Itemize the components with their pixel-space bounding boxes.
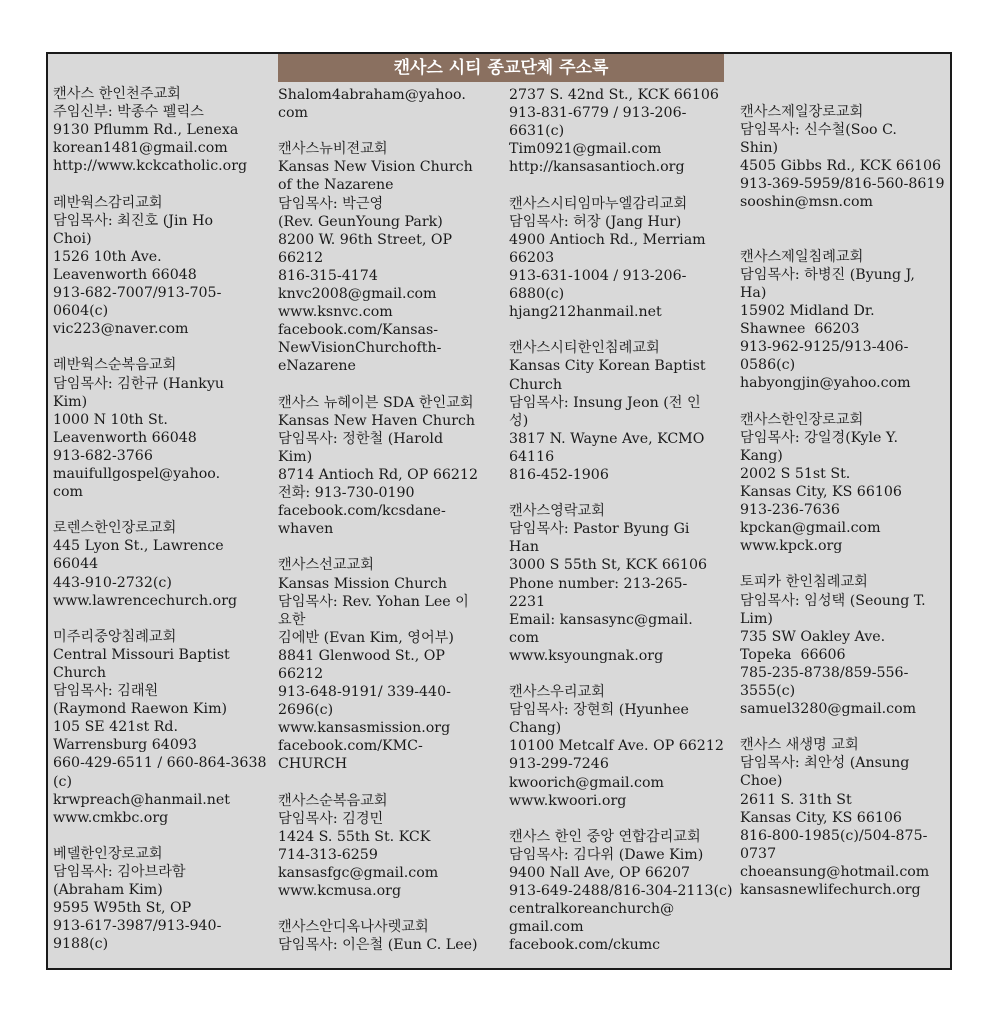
entry-line: Lim) [740, 610, 773, 627]
entry-line: Kansas City Korean Baptist [509, 358, 706, 375]
entry-line: 3817 N. Wayne Ave, KCMO [509, 430, 705, 447]
column-2 [278, 86, 506, 973]
entry-line: 816-800-1985(c)/504-875- [740, 827, 928, 844]
entry-line: Email: kansasync@gmail. [509, 611, 693, 628]
entry-line: 913-648-9191/ 339-440- [278, 684, 451, 701]
entry-line: 주임신부: 박종수 펠릭스 [53, 104, 204, 121]
entry-line: 4505 Gibbs Rd., KCK 66106 [740, 158, 942, 175]
entry-line: eNazarene [278, 358, 356, 375]
entry-name [740, 230, 968, 248]
entry-line: Kansas Mission Church [278, 575, 448, 592]
entry-line: 735 SW Oakley Ave. [740, 628, 886, 645]
entry-line: 담임목사: 김아브라함 [53, 864, 186, 881]
entry-line: (Rev. GeunYoung Park) [278, 213, 443, 230]
entry-line: 담임목사: 임성택 (Seoung T. [740, 592, 926, 609]
entry-line: 913-682-7007/913-705- [53, 285, 222, 302]
column-1 [53, 85, 281, 972]
entry-line: Kansas City, KS 66106 [740, 809, 902, 826]
entry-line: 785-235-8738/859-556- [740, 664, 909, 681]
entry-line: 2002 S 51st St. [740, 465, 851, 482]
entry-line: 담임목사: 최안성 (Ansung [740, 755, 910, 772]
entry-line: 2696(c) [278, 702, 334, 719]
entry-line: facebook.com/kcsdane- [278, 503, 446, 520]
entry-line: CHURCH [278, 756, 348, 773]
entry-line: samuel3280@gmail.com [740, 701, 917, 718]
entry-line: 0586(c) [740, 357, 796, 374]
directory-entry [278, 86, 506, 122]
directory-entry [509, 502, 737, 665]
entry-line: facebook.com/ckumc [509, 937, 661, 954]
entry-line: mauifullgospel@yahoo. [53, 465, 221, 482]
directory-entry [740, 573, 968, 718]
entry-line: www.kansasmission.org [278, 720, 451, 737]
entry-line: Ha) [740, 284, 767, 301]
entry-line: 105 SE 421st Rd. [53, 719, 179, 736]
entry-line: 66212 [278, 249, 324, 266]
entry-line: 15902 Midland Dr. [740, 303, 875, 320]
entry-line: com [53, 484, 83, 501]
entry-line: Han [509, 539, 539, 556]
entry-name: 캔사스뉴비젼교회 [278, 141, 388, 158]
directory-entry [740, 230, 968, 393]
directory-entry [740, 103, 968, 212]
entry-line: 3000 S 55th St, KCK 66106 [509, 557, 708, 574]
directory-entry [278, 140, 506, 375]
entry-line: (Abraham Kim) [53, 882, 163, 899]
entry-line: 담임목사: 김한규 (Hankyu [53, 375, 224, 392]
entry-line: gmail.com [509, 919, 584, 936]
entry-line: www.ksyoungnak.org [509, 647, 664, 664]
entry-line: 담임목사: Pastor Byung Gi [509, 521, 690, 538]
entry-line: 담임목사: 신수철(Soo C. [740, 122, 897, 139]
entry-line: 캔사스제일침례교회 [740, 248, 864, 265]
entry-name: 캔사스시티임마누엘감리교회 [509, 195, 688, 212]
entry-line: Choe) [740, 773, 783, 790]
entry-line: Shawnee 66203 [740, 321, 860, 338]
entry-name: Shalom4abraham@yahoo. [278, 87, 466, 103]
entry-line: vic223@naver.com [53, 321, 189, 338]
entry-name: 캔사스시티한인침례교회 [509, 340, 660, 357]
entry-line: kansasfgc@gmail.com [278, 865, 439, 882]
entry-line: 913-236-7636 [740, 502, 840, 519]
entry-name: 2737 S. 42nd St., KCK 66106 [509, 87, 719, 103]
entry-line: 담임목사: 김다위 (Dawe Kim) [509, 846, 704, 863]
entry-line: 담임목사: 장현희 (Hyunhee [509, 702, 689, 719]
entry-line: 담임목사: Insung Jeon (전 인 [509, 394, 701, 411]
entry-line: www.lawrencechurch.org [53, 592, 238, 609]
entry-line: com [509, 629, 539, 646]
entry-line: Chang) [509, 720, 562, 737]
column-3 [509, 86, 737, 973]
entry-name: 캔사스제일장로교회 [740, 104, 864, 120]
entry-line: facebook.com/Kansas- [278, 322, 439, 339]
directory-entry [53, 845, 281, 954]
entry-line: (Raymond Raewon Kim) [53, 701, 228, 718]
entry-line: 담임목사: 김경민 [278, 810, 384, 827]
entry-name: 캔사스 새생명 교회 [740, 737, 859, 754]
entry-line: 2231 [509, 593, 546, 610]
entry-name: 캔사스한인장로교회 [740, 411, 864, 428]
entry-line: 담임목사: 이은철 (Eun C. Lee) [278, 937, 478, 954]
entry-line: www.kpck.org [740, 538, 843, 555]
entry-line: www.ksnvc.com [278, 304, 393, 321]
entry-line: 913-962-9125/913-406- [740, 339, 909, 356]
entry-line: 816-315-4174 [278, 267, 378, 284]
entry-line: Central Missouri Baptist [53, 646, 230, 663]
entry-line: 66203 [509, 249, 555, 266]
entry-name: 캔사스 뉴헤이븐 SDA 한인교회 [278, 394, 474, 411]
entry-line: 담임목사: 최진호 (Jin Ho [53, 212, 214, 229]
entry-line: kwoorich@gmail.com [509, 774, 664, 791]
entry-name: 캔사스영락교회 [509, 503, 605, 520]
entry-line: of the Nazarene [278, 177, 394, 194]
entry-name: 베델한인장로교회 [53, 845, 163, 862]
entry-line: 2611 S. 31th St [740, 791, 852, 808]
entry-line: 9188(c) [53, 936, 109, 953]
entry-name: 캔사스안디옥나사렛교회 [278, 919, 429, 936]
entry-line: facebook.com/KMC- [278, 738, 423, 755]
entry-line: 8841 Glenwood St., OP [278, 647, 445, 664]
entry-name: 캔사스순복음교회 [278, 792, 388, 809]
entry-line: Phone number: 213-265- [509, 575, 688, 592]
entry-line: Kansas City, KS 66106 [740, 483, 902, 500]
entry-line: 성) [509, 412, 529, 429]
entry-name: 캔사스 한인 중앙 연합감리교회 [509, 828, 701, 845]
entry-line: 445 Lyon St., Lawrence [53, 538, 224, 555]
entry-line: kpckan@gmail.com [740, 520, 881, 537]
entry-line: 66044 [53, 556, 99, 573]
entry-line: 담임목사: Rev. Yohan Lee 이 [278, 593, 469, 610]
entry-line: 8714 Antioch Rd, OP 66212 [278, 466, 478, 483]
directory-entry [509, 828, 737, 955]
entry-line: habyongjin@yahoo.com [740, 375, 911, 392]
entry-line: 913-617-3987/913-940- [53, 918, 222, 935]
directory-entry [509, 195, 737, 322]
entry-line: 913-369-5959/816-560-8619 [740, 176, 945, 193]
directory-entry [740, 736, 968, 899]
entry-line: Warrensburg 64093 [53, 737, 197, 754]
entry-name: 미주리중앙침례교회 [53, 628, 177, 645]
entry-line: 10100 Metcalf Ave. OP 66212 [509, 738, 724, 755]
directory-entry [53, 628, 281, 827]
entry-line: 1000 N 10th St. [53, 411, 168, 428]
directory-entry [278, 556, 506, 773]
entry-line: Kansas New Vision Church [278, 159, 473, 176]
entry-line: Kim) [53, 393, 88, 410]
entry-line: 담임목사: 김래원 [53, 683, 159, 700]
directory-entry [278, 792, 506, 901]
entry-line: centralkoreanchurch@ [509, 901, 675, 918]
entry-line: 담임목사: 하병진 (Byung J, [740, 266, 915, 283]
directory-entry [53, 194, 281, 339]
entry-line: (c) [53, 773, 73, 790]
entry-name: 캔사스우리교회 [509, 684, 605, 701]
entry-line: 660-429-6511 / 660-864-3638 [53, 755, 267, 772]
entry-line: Tim0921@gmail.com [509, 141, 662, 158]
entry-line: 담임목사: 허장 (Jang Hur) [509, 213, 682, 230]
entry-line: 전화: 913-730-0190 [278, 485, 415, 502]
entry-line: Choi) [53, 230, 92, 247]
entry-line: 4900 Antioch Rd., Merriam [509, 231, 706, 248]
directory-frame [46, 52, 952, 970]
entry-line: NewVisionChurchofth- [278, 340, 442, 357]
entry-line: knvc2008@gmail.com [278, 286, 437, 303]
entry-line: Kansas New Haven Church [278, 412, 476, 429]
entry-line: sooshin@msn.com [740, 194, 873, 211]
column-4 [740, 103, 968, 917]
entry-line: kansasnewlifechurch.org [740, 882, 921, 899]
entry-name: 레반웍스감리교회 [53, 194, 163, 211]
entry-line: Church [53, 665, 106, 681]
entry-name: 로렌스한인장로교회 [53, 520, 177, 537]
entry-line: 913-649-2488/816-304-2113(c) [509, 883, 733, 900]
entry-line: 443-910-2732(c) [53, 574, 172, 591]
directory-entry [278, 918, 506, 954]
entry-line: 913-831-6779 / 913-206- [509, 105, 687, 122]
entry-line: 8200 W. 96th Street, OP [278, 231, 453, 248]
entry-line: whaven [278, 521, 334, 538]
entry-line: 1526 10th Ave. [53, 248, 162, 265]
entry-line: 9130 Pflumm Rd., Lenexa [53, 122, 239, 139]
entry-line: Leavenworth 66048 [53, 266, 197, 283]
entry-line: krwpreach@hanmail.net [53, 791, 230, 808]
entry-line: 816-452-1906 [509, 466, 609, 483]
entry-name: 캔사스 한인천주교회 [53, 86, 181, 102]
directory-entry [509, 683, 737, 810]
entry-line: Leavenworth 66048 [53, 429, 197, 446]
entry-line: 6880(c) [509, 286, 565, 303]
entry-line: 913-299-7246 [509, 756, 609, 773]
directory-title: 캔사스 시티 종교단체 주소록 [278, 54, 724, 82]
entry-line: 1424 S. 55th St. KCK [278, 828, 431, 845]
entry-line: 담임목사: 정한철 (Harold [278, 430, 444, 447]
entry-line: 9400 Nall Ave, OP 66207 [509, 865, 690, 882]
directory-entry [53, 356, 281, 501]
entry-line: Kang) [740, 447, 783, 464]
entry-name: 레반웍스순복음교회 [53, 357, 177, 374]
entry-line: Shin) [740, 140, 779, 157]
entry-name: 토피카 한인침례교회 [740, 574, 868, 591]
entry-line: 714-313-6259 [278, 846, 378, 863]
entry-line: 64116 [509, 448, 555, 465]
entry-line: www.kwoori.org [509, 792, 627, 809]
entry-line: Kim) [278, 448, 313, 465]
entry-line: http://kansasantioch.org [509, 159, 685, 176]
entry-line: 0737 [740, 845, 777, 862]
entry-line: com [278, 105, 308, 122]
entry-line: choeansung@hotmail.com [740, 863, 930, 880]
entry-line: Church [509, 376, 562, 393]
entry-line: 담임목사: 강일경(Kyle Y. [740, 429, 898, 446]
entry-line: http://www.kckcatholic.org [53, 158, 248, 175]
entry-line: www.cmkbc.org [53, 809, 169, 826]
entry-name: 캔사스선교교회 [278, 557, 374, 574]
entry-line: hjang212hanmail.net [509, 304, 662, 321]
entry-line: 담임목사: 박근영 [278, 195, 384, 212]
directory-entry [53, 85, 281, 175]
directory-entry [53, 519, 281, 609]
entry-line: 3555(c) [740, 683, 796, 699]
entry-line: 913-631-1004 / 913-206- [509, 267, 687, 284]
entry-line: 9595 W95th St, OP [53, 900, 192, 917]
directory-entry [278, 394, 506, 539]
entry-line: Topeka 66606 [740, 646, 846, 663]
directory-entry [740, 411, 968, 556]
entry-line: 6631(c) [509, 123, 565, 140]
entry-line: korean1481@gmail.com [53, 140, 228, 157]
entry-line: 김에반 (Evan Kim, 영어부) [278, 629, 454, 646]
directory-entry [509, 86, 737, 176]
entry-line: www.kcmusa.org [278, 883, 402, 900]
entry-line: 913-682-3766 [53, 447, 153, 464]
entry-line: 0604(c) [53, 303, 109, 320]
directory-entry [509, 339, 737, 484]
entry-line: 요한 [278, 611, 306, 628]
entry-line: 66212 [278, 666, 324, 682]
